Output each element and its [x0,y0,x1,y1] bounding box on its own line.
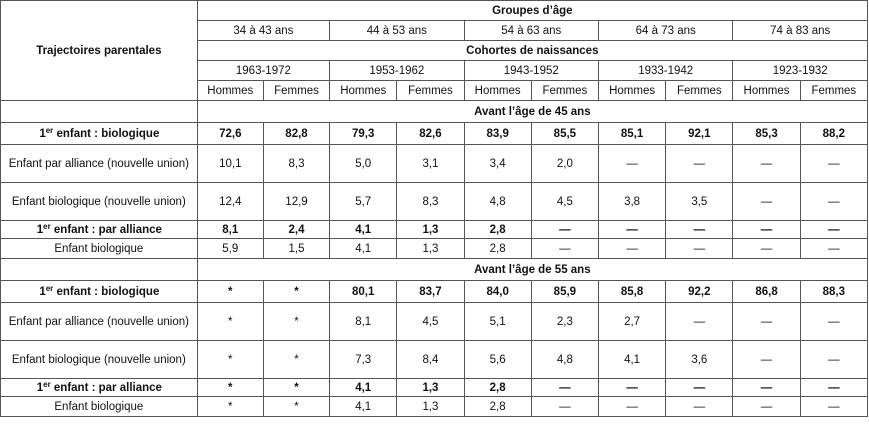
table-row [1,379,868,397]
value-cell: 2,4 [263,221,329,239]
row-label-superscript: er [43,221,51,231]
value-cell: 1,3 [397,239,464,259]
value-cell: 80,1 [330,281,397,303]
row-label-number: 1 [39,285,46,298]
value-cell: 5,0 [330,145,397,183]
row-label [1,145,198,183]
value-cell: — [531,397,598,417]
sex-cell: Hommes [330,81,397,101]
value-cell: — [666,239,733,259]
sex-cell: Hommes [598,81,665,101]
section-title: Avant l’âge de 55 ans [197,259,867,281]
value-cell: 85,1 [598,123,665,145]
value-cell: 2,7 [598,303,665,341]
value-cell: 7,3 [330,341,397,379]
sex-cell: Femmes [397,81,464,101]
value-cell: 2,8 [464,221,531,239]
value-cell: 86,8 [733,281,800,303]
value-cell: 3,8 [598,183,665,221]
value-cell: — [666,145,733,183]
value-cell: — [733,341,800,379]
row-label-text: enfant : biologique [53,127,160,140]
value-cell: * [197,397,263,417]
value-cell: 8,3 [263,145,329,183]
value-cell: — [733,183,800,221]
value-cell: 82,8 [263,123,329,145]
value-cell: 1,5 [263,239,329,259]
table-row [1,145,868,183]
value-cell: 5,9 [197,239,263,259]
row-label-text: enfant : par alliance [50,381,162,394]
table-body [1,101,868,417]
value-cell: 83,9 [464,123,531,145]
value-cell: 85,5 [531,123,598,145]
value-cell: 5,7 [330,183,397,221]
row-label-number: 1 [39,127,46,140]
value-cell: — [733,303,800,341]
value-cell: 8,4 [397,341,464,379]
value-cell: — [666,303,733,341]
value-cell: 85,3 [733,123,800,145]
value-cell: 85,9 [531,281,598,303]
row-label-text: Enfant par alliance (nouvelle union) [8,315,189,328]
cohort-cell: 1943-1952 [464,61,598,81]
value-cell: 1,3 [397,221,464,239]
section-row [1,101,868,123]
row-label [1,239,198,259]
row-label [1,183,198,221]
value-cell: — [800,341,867,379]
value-cell: — [598,397,665,417]
value-cell: 5,1 [464,303,531,341]
value-cell: * [197,341,263,379]
cohort-cell: 1963-1972 [197,61,329,81]
row-label-text: enfant : biologique [53,285,160,298]
row-label-number: 1 [36,223,44,236]
sex-cell: Femmes [800,81,867,101]
value-cell: 4,1 [330,239,397,259]
value-cell: — [666,397,733,417]
value-cell: — [598,239,665,259]
row-label [1,397,198,417]
value-cell: 92,1 [666,123,733,145]
value-cell: — [800,397,867,417]
cohort-cell: 1933-1942 [598,61,732,81]
value-cell: 1,3 [397,379,464,397]
row-label-text: Enfant par alliance (nouvelle union) [8,157,189,170]
table-row [1,341,868,379]
value-cell: 8,1 [197,221,263,239]
table-row [1,123,868,145]
value-cell: — [733,379,800,397]
row-label-text: Enfant biologique [54,400,144,413]
value-cell: 92,2 [666,281,733,303]
section-title: Avant l’âge de 45 ans [197,101,867,123]
value-cell: 4,8 [531,341,598,379]
age-group-cell: 44 à 53 ans [330,21,464,41]
value-cell: * [263,379,329,397]
value-cell: 12,4 [197,183,263,221]
value-cell: — [733,397,800,417]
value-cell: 72,6 [197,123,263,145]
section-label-spacer [1,259,198,281]
value-cell: 3,6 [666,341,733,379]
value-cell: 4,1 [330,379,397,397]
value-cell: 2,8 [464,397,531,417]
sex-cell: Hommes [733,81,800,101]
value-cell: 85,8 [598,281,665,303]
cohort-cell: 1953-1962 [330,61,464,81]
age-group-cell: 54 à 63 ans [464,21,598,41]
value-cell: 88,3 [800,281,867,303]
value-cell: * [263,397,329,417]
value-cell: 3,4 [464,145,531,183]
value-cell: — [800,221,867,239]
value-cell: 4,8 [464,183,531,221]
value-cell: 82,6 [397,123,464,145]
table-row [1,303,868,341]
row-label [1,221,198,239]
value-cell: 12,9 [263,183,329,221]
value-cell: — [531,221,598,239]
value-cell: — [800,239,867,259]
row-label-superscript: er [45,125,54,135]
value-cell: 2,0 [531,145,598,183]
value-cell: — [598,145,665,183]
table-row [1,183,868,221]
value-cell: 4,5 [397,303,464,341]
row-label [1,341,198,379]
sex-cell: Hommes [464,81,531,101]
value-cell: 1,3 [397,397,464,417]
value-cell: 84,0 [464,281,531,303]
table-row [1,397,868,417]
value-cell: 79,3 [330,123,397,145]
value-cell: — [531,379,598,397]
row-label [1,123,198,145]
row-label-text: Enfant biologique (nouvelle union) [11,195,186,208]
value-cell: — [800,183,867,221]
table-row [1,221,868,239]
value-cell: — [598,221,665,239]
value-cell: 3,5 [666,183,733,221]
sex-cell: Hommes [197,81,263,101]
sex-cell: Femmes [263,81,329,101]
value-cell: — [800,379,867,397]
row-header-cell: Trajectoires parentales [1,1,198,101]
value-cell: 2,8 [464,239,531,259]
row-label [1,379,198,397]
value-cell: 3,1 [397,145,464,183]
row-label-superscript: er [43,379,51,389]
value-cell: 88,2 [800,123,867,145]
cohort-cell: 1923-1932 [733,61,868,81]
value-cell: — [598,379,665,397]
table-row [1,281,868,303]
value-cell: — [800,303,867,341]
age-group-cell: 64 à 73 ans [598,21,732,41]
row-label-text: Enfant biologique (nouvelle union) [11,353,186,366]
value-cell: 4,1 [330,397,397,417]
value-cell: — [666,379,733,397]
value-cell: * [197,379,263,397]
value-cell: 4,5 [531,183,598,221]
value-cell: * [197,281,263,303]
value-cell: — [733,221,800,239]
value-cell: 83,7 [397,281,464,303]
row-label-number: 1 [36,381,44,394]
age-groups-title: Groupes d’âge [197,1,867,21]
row-label-superscript: er [45,283,54,293]
value-cell: * [263,281,329,303]
value-cell: * [197,303,263,341]
value-cell: 8,3 [397,183,464,221]
value-cell: — [666,221,733,239]
value-cell: — [733,145,800,183]
row-label [1,281,198,303]
value-cell: 4,1 [330,221,397,239]
row-label-text: Enfant biologique [54,242,144,255]
value-cell: — [531,239,598,259]
sex-cell: Femmes [531,81,598,101]
value-cell: * [263,303,329,341]
value-cell: 10,1 [197,145,263,183]
value-cell: 2,3 [531,303,598,341]
value-cell: 5,6 [464,341,531,379]
value-cell: 4,1 [598,341,665,379]
table-row [1,239,868,259]
value-cell: 8,1 [330,303,397,341]
value-cell: — [800,145,867,183]
age-group-cell: 34 à 43 ans [197,21,329,41]
age-group-cell: 74 à 83 ans [733,21,868,41]
row-label-text: enfant : par alliance [50,223,162,236]
header-row-groups [1,1,868,21]
value-cell: 2,8 [464,379,531,397]
cohorts-title: Cohortes de naissances [197,41,867,61]
value-cell: — [733,239,800,259]
row-label [1,303,198,341]
section-row [1,259,868,281]
section-label-spacer [1,101,198,123]
value-cell: * [263,341,329,379]
sex-cell: Femmes [666,81,733,101]
